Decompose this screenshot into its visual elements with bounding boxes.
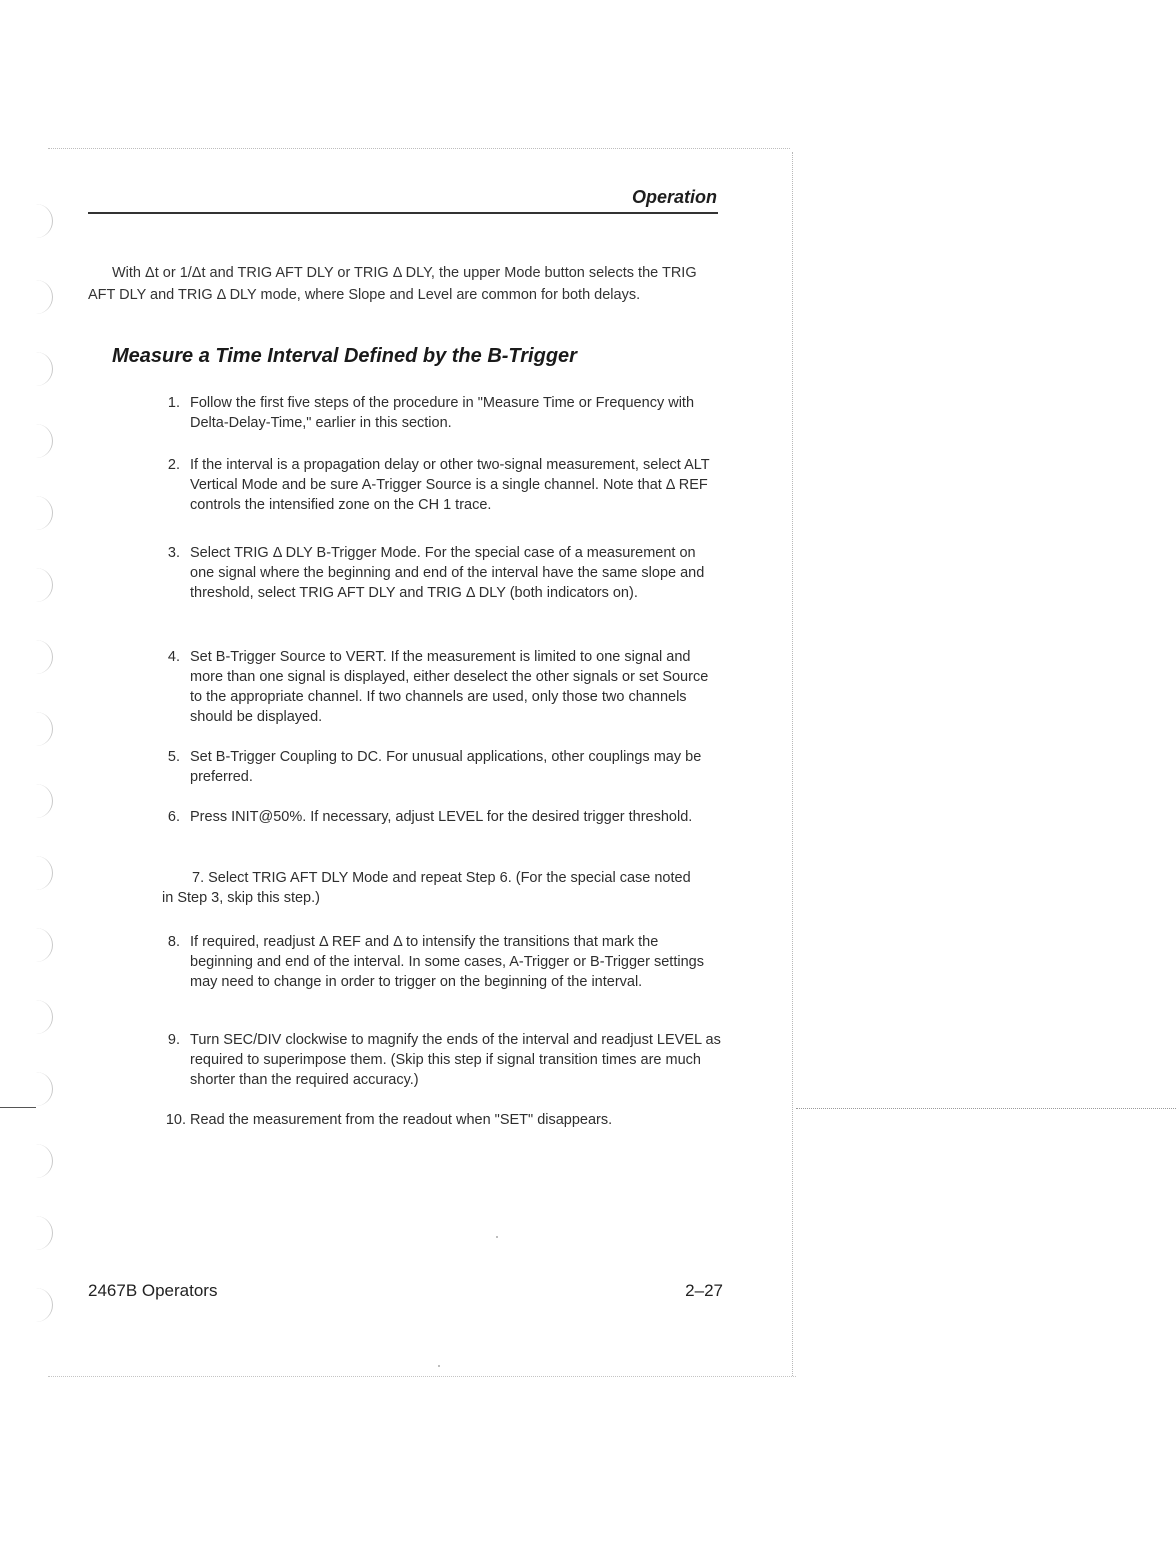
procedure-step <box>167 393 722 433</box>
intro-paragraph: With Δt or 1/Δt and TRIG AFT DLY or TRIG Δ DLY, the upper Mode button selects the TRIG AFT DLY and TRIG Δ DLY mode, where Slope and Level are common for both delays. <box>88 265 697 303</box>
scan-line <box>0 1107 36 1108</box>
binding-hole <box>34 568 53 602</box>
procedure-step <box>167 455 722 515</box>
step-number: 6. <box>167 809 180 825</box>
binding-hole <box>34 1144 53 1178</box>
binding-hole <box>34 352 53 386</box>
binding-hole <box>34 1072 53 1106</box>
step-text: If the interval is a propagation delay or other two-signal measurement, select ALT Vertical Mode and be sure A-Trigger Source is a single channel. Note that Δ REF controls the intensified zone on the CH 1 trace. <box>190 457 710 513</box>
step-number: 4. <box>167 649 180 665</box>
step-number: 2. <box>167 457 180 473</box>
page-number: 2–27 <box>685 1281 723 1300</box>
step-text: Set B-Trigger Source to VERT. If the measurement is limited to one signal and more than one signal is displayed, either deselect the other signals or set Source to the appropriate channel. If two channels are used, only those two channels should be displayed. <box>190 649 709 725</box>
step-text: Select TRIG AFT DLY Mode and repeat Step 6. (For the special case noted in Step 3, skip this step.) <box>162 870 691 906</box>
binding-hole <box>34 928 53 962</box>
procedure-step <box>167 932 722 992</box>
footer-manual-title: 2467B Operators <box>88 1281 218 1300</box>
binding-hole <box>34 856 53 890</box>
procedure-step <box>167 1030 722 1090</box>
page-border-top <box>48 148 790 149</box>
header-rule <box>88 212 718 214</box>
step-text: Set B-Trigger Coupling to DC. For unusual applications, other couplings may be preferred. <box>190 749 702 785</box>
step-text: Follow the first five steps of the procedure in "Measure Time or Frequency with Delta-Delay-Time," earlier in this section. <box>190 395 695 431</box>
page-border-right <box>792 152 793 1376</box>
scan-speck <box>496 1236 498 1238</box>
binding-hole <box>34 1216 53 1250</box>
scan-speck <box>438 1365 440 1367</box>
binding-hole <box>34 640 53 674</box>
step-text: Read the measurement from the readout when "SET" disappears. <box>190 1112 613 1128</box>
step-number: 1. <box>167 395 180 411</box>
binding-hole <box>34 712 53 746</box>
binding-hole <box>34 784 53 818</box>
binding-hole <box>34 424 53 458</box>
procedure-step <box>165 1110 722 1130</box>
step-number: 8. <box>167 934 180 950</box>
binding-hole <box>34 204 53 238</box>
procedure-step <box>167 807 722 827</box>
step-number: 9. <box>167 1032 180 1048</box>
binding-hole <box>34 1288 53 1322</box>
step-text: Press INIT@50%. If necessary, adjust LEVEL for the desired trigger threshold. <box>190 809 693 825</box>
scan-line <box>796 1108 1176 1109</box>
procedure-step <box>167 747 722 787</box>
binding-hole <box>34 496 53 530</box>
step-text: Turn SEC/DIV clockwise to magnify the ends of the interval and readjust LEVEL as required to superimpose them. (Skip this step if signal transition times are much shorter than the required accuracy.) <box>190 1032 721 1088</box>
step-number: 3. <box>167 545 180 561</box>
step-text: If required, readjust Δ REF and Δ to intensify the transitions that mark the beginning and end of the interval. In some cases, A-Trigger or B-Trigger settings may need to change in order to trigger on the beginning of the interval. <box>190 934 704 990</box>
running-head: Operation <box>631 187 717 207</box>
page-border-bottom <box>48 1376 796 1377</box>
procedure-step <box>162 868 692 908</box>
section-heading: Measure a Time Interval Defined by the B-Trigger <box>112 345 577 367</box>
binding-hole <box>34 1000 53 1034</box>
procedure-step <box>167 647 722 727</box>
step-text: Select TRIG Δ DLY B-Trigger Mode. For the special case of a measurement on one signal where the beginning and end of the interval have the same slope and threshold, select TRIG AFT DLY and TRIG Δ DLY (both indicators on). <box>190 545 705 601</box>
step-number: 7. <box>192 870 205 886</box>
step-number: 5. <box>167 749 180 765</box>
procedure-step <box>167 543 722 603</box>
step-number: 10. <box>165 1112 186 1128</box>
binding-hole <box>34 280 53 314</box>
